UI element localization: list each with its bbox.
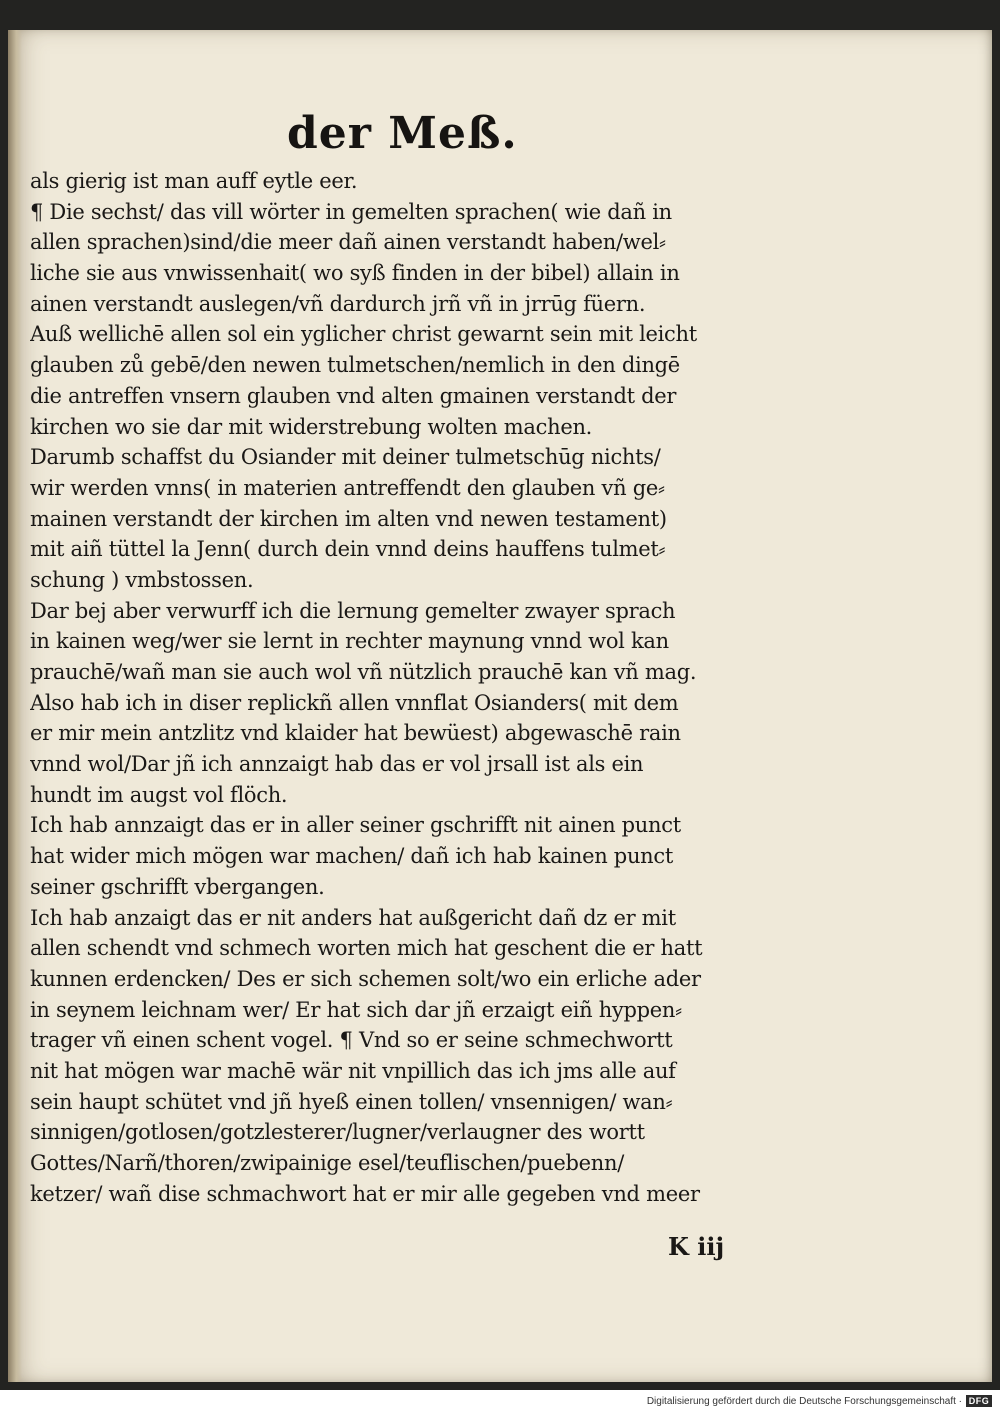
text-line: sein haupt schütet vnd jñ hyeß einen tollen/ vnsennigen/ wan⸗ <box>30 1089 673 1114</box>
text-line: wir werden vnns( in materien antreffendt den glauben vñ ge⸗ <box>30 475 665 500</box>
text-line: glauben zů gebē/den newen tulmetschen/nemlich in den dingē <box>30 353 680 378</box>
text-line: Darumb schaffst du Osiander mit deiner tulmetschūg nichts/ <box>30 445 661 470</box>
text-line: er mir mein antzlitz vnd klaider hat bewüest) abgewaschē rain <box>30 721 681 746</box>
text-line: Ich hab annzaigt das er in aller seiner gschrifft nit ainen punct <box>30 813 681 838</box>
text-line: kunnen erdencken/ Des er sich schemen solt/wo ein erliche ader <box>30 966 701 991</box>
page-binding-shadow <box>8 30 22 1382</box>
text-line: Dar bej aber verwurff ich die lernung gemelter zwayer sprach <box>30 598 676 623</box>
text-line: mainen verstandt der kirchen im alten vnd newen testament) <box>30 506 667 531</box>
text-line: ainen verstandt auslegen/vñ dardurch jrñ vñ in jrrūg füern. <box>30 291 646 316</box>
text-line: Gottes/Narñ/thoren/zwipainige esel/teuflischen/puebenn/ <box>30 1151 625 1175</box>
text-line: trager vñ einen schent vogel. ¶ Vnd so er seine schmechwortt <box>30 1028 673 1053</box>
text-line: schung ) vmbstossen. <box>30 567 254 592</box>
signature-mark: K iij <box>668 1232 725 1261</box>
text-line: Auß wellichē allen sol ein yglicher christ gewarnt sein mit leicht <box>30 322 697 347</box>
text-line: in seynem leichnam wer/ Er hat sich dar jñ erzaigt eiñ hyppen⸗ <box>30 997 682 1022</box>
text-line: die antreffen vnsern glauben vnd alten gmainen verstandt der <box>30 383 677 408</box>
text-line: allen schendt vnd schmech worten mich hat geschent die er hatt <box>30 936 703 961</box>
text-line: Also hab ich in diser replickñ allen vnnflat Osianders( mit dem <box>30 690 679 715</box>
text-line: kirchen wo sie dar mit widerstrebung wolten machen. <box>30 414 593 439</box>
text-line: Ich hab anzaigt das er nit anders hat außgericht dañ dz er mit <box>30 905 676 930</box>
text-line: allen sprachen)sind/die meer dañ ainen verstandt haben/wel⸗ <box>30 230 666 255</box>
text-line: als gierig ist man auff eytle eer. <box>30 169 358 193</box>
text-line: prauchē/wañ man sie auch wol vñ nützlich prauchē kan vñ mag. <box>30 660 697 684</box>
text-line: liche sie aus vnwissenhait( wo syß finden in der bibel) allain in <box>30 261 680 286</box>
text-line: sinnigen/gotlosen/gotzlesterer/lugner/verlaugner des wortt <box>30 1120 645 1145</box>
text-line: ¶ Die sechst/ das vill wörter in gemelten sprachen( wie dañ in <box>30 199 672 224</box>
text-line: in kainen weg/wer sie lernt in rechter maynung vnnd wol kan <box>30 629 669 654</box>
footer-credit <box>647 1394 992 1408</box>
footer-text: Digitalisierung gefördert durch die Deutsche Forschungsgemeinschaft · <box>646 1395 962 1407</box>
text-line: hundt im augst vol flöch. <box>30 782 288 807</box>
text-line: nit hat mögen war machē wär nit vnpillich das ich jms alle auf <box>30 1058 676 1083</box>
text-line: seiner gschrifft vbergangen. <box>30 874 325 899</box>
body-text <box>30 166 790 1209</box>
text-line: hat wider mich mögen war machen/ dañ ich hab kainen punct <box>30 844 673 869</box>
text-line: vnnd wol/Dar jñ ich annzaigt hab das er vol jrsall ist als ein <box>30 752 644 777</box>
dfg-logo: DFG <box>966 1395 992 1407</box>
running-heading: der Meß. <box>287 108 518 159</box>
text-line: ketzer/ wañ dise schmachwort hat er mir alle gegeben vnd meer <box>30 1181 700 1206</box>
text-line: mit aiñ tüttel la Jenn( durch dein vnnd deins hauffens tulmet⸗ <box>30 537 666 562</box>
